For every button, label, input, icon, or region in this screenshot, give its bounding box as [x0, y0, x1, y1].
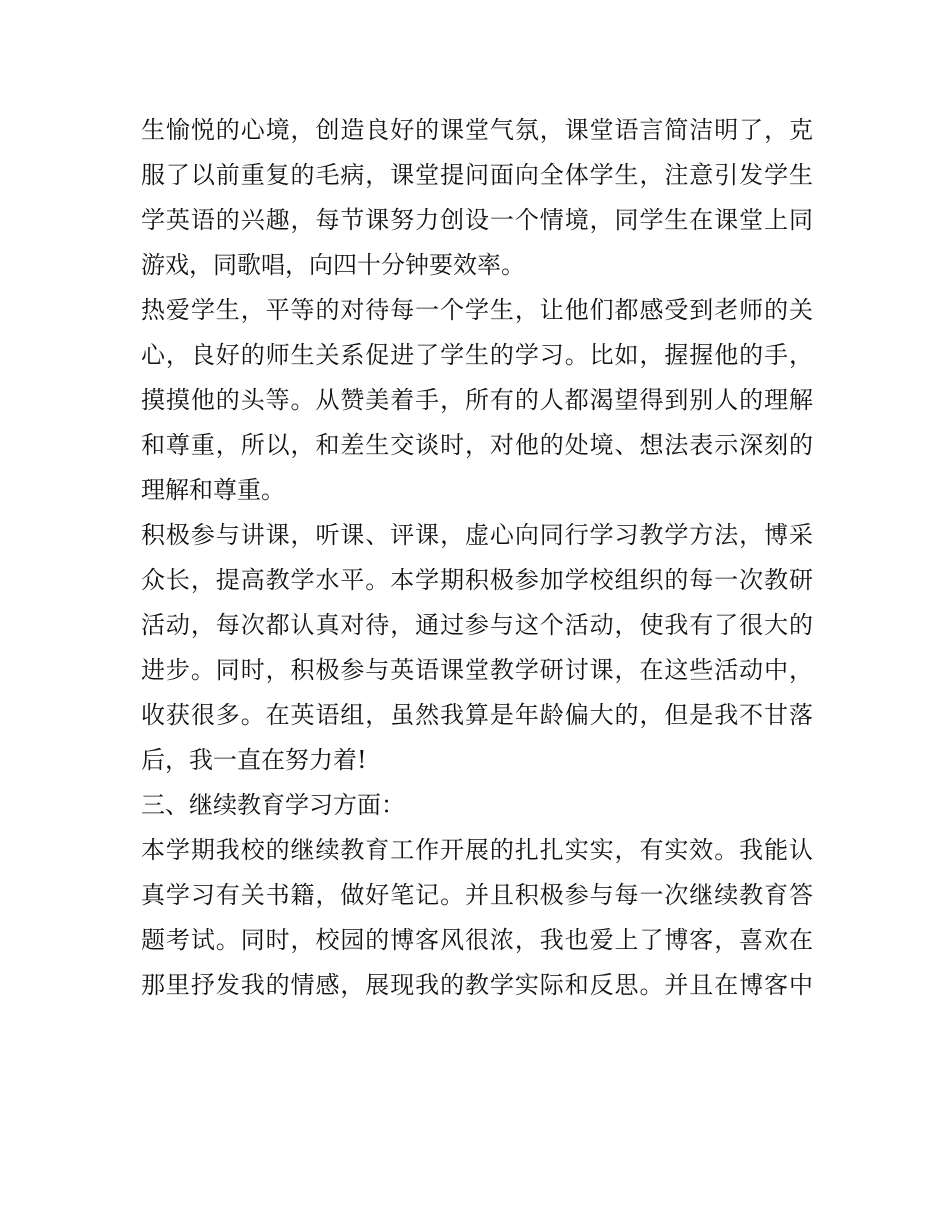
text-line: 后，我一直在努力着! [141, 746, 367, 774]
text-line: 心，良好的师生关系促进了学生的学习。比如，握握他的手， [141, 341, 813, 369]
text-line: 真学习有关书籍，做好笔记。并且积极参与每一次继续教育答 [141, 881, 813, 909]
text-line: 积极参与讲课，听课、评课，虚心向同行学习教学方法，博采 [141, 521, 813, 549]
body-text [141, 108, 813, 1008]
text-line: 服了以前重复的毛病，课堂提问面向全体学生，注意引发学生 [141, 161, 813, 189]
text-line: 学英语的兴趣，每节课努力创设一个情境，同学生在课堂上同 [141, 206, 813, 234]
text-line: 进步。同时，积极参与英语课堂教学研讨课，在这些活动中， [141, 656, 813, 684]
text-line: 理解和尊重。 [141, 476, 285, 504]
section-heading: 三、继续教育学习方面： [141, 791, 405, 819]
text-line: 那里抒发我的情感，展现我的教学实际和反思。并且在博客中 [141, 971, 813, 999]
text-line: 本学期我校的继续教育工作开展的扎扎实实，有实效。我能认 [141, 836, 813, 864]
text-line: 摸摸他的头等。从赞美着手，所有的人都渴望得到别人的理解 [141, 386, 813, 414]
text-line: 和尊重，所以，和差生交谈时，对他的处境、想法表示深刻的 [141, 431, 813, 459]
text-line: 众长，提高教学水平。本学期积极参加学校组织的每一次教研 [141, 566, 813, 594]
text-line: 热爱学生，平等的对待每一个学生，让他们都感受到老师的关 [141, 296, 813, 324]
text-line: 题考试。同时，校园的博客风很浓，我也爱上了博客，喜欢在 [141, 926, 813, 954]
text-line: 收获很多。在英语组，虽然我算是年龄偏大的，但是我不甘落 [141, 701, 813, 729]
text-line: 活动，每次都认真对待，通过参与这个活动，使我有了很大的 [141, 611, 813, 639]
text-line: 游戏，同歌唱，向四十分钟要效率。 [141, 251, 525, 279]
text-line: 生愉悦的心境，创造良好的课堂气氛，课堂语言简洁明了，克 [141, 116, 813, 144]
